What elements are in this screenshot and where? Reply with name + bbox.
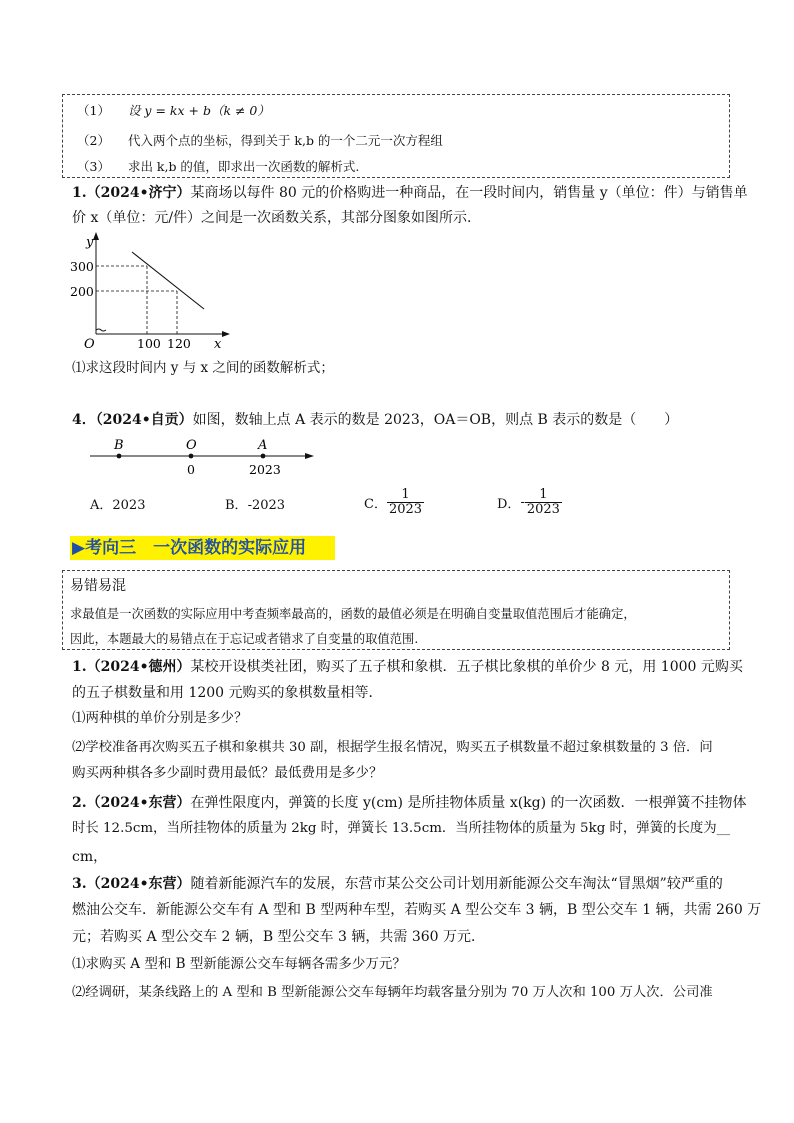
option-label: A．: [90, 498, 113, 513]
problem-label: 1.（2024•济宁）: [72, 185, 191, 201]
option-text: 2023: [112, 498, 146, 513]
x-tick-label: 100: [137, 336, 161, 351]
problem-dongying2-line3: cm，: [72, 849, 108, 865]
x-tick-label: 120: [167, 336, 191, 351]
number-line: [86, 434, 318, 480]
problem-dezhou-q2-line2: 购买两种棋各多少副时费用最低？最低费用是多少？: [72, 765, 383, 781]
point-label: A: [258, 438, 268, 453]
problem-dongying3-line2: 燃油公交车．新能源公交车有 A 型和 B 型两种车型，若购买 A 型公交车 3 辆，B 型公交车 1 辆，共需 260 万: [72, 902, 762, 918]
problem-label: 2.（2024•东营）: [72, 795, 191, 811]
fraction-denominator: 2023: [526, 502, 560, 518]
option-d[interactable]: [497, 488, 562, 518]
problem-text: 随着新能源汽车的发展，东营市某公交公司计划用新能源公交车淘汰“冒黑烟”较严重的: [190, 876, 723, 892]
problem-text: 如图，数轴上点 A 表示的数是 2023，OA＝OB，则点 B 表示的数是（ ）: [192, 412, 679, 428]
method-step-num: （2）: [77, 133, 110, 148]
problem-label: 4．（2024•自贡）: [72, 412, 193, 428]
y-axis-label: y: [86, 235, 94, 250]
fraction: [387, 488, 424, 518]
option-c[interactable]: [364, 488, 424, 518]
x-axis-label: x: [214, 337, 222, 352]
method-step-2: [77, 131, 443, 149]
fraction-numerator: 1: [401, 487, 410, 502]
option-a[interactable]: [90, 499, 145, 512]
problem-dezhou-q2-line1: ⑵学校准备再次购买五子棋和象棋共 30 副，根据学生报名情况，购买五子棋数量不超过象棋数量的 3 倍．问: [72, 740, 713, 755]
method-step-num: （1）: [77, 103, 110, 118]
option-b[interactable]: [225, 499, 285, 512]
problem-label: 3.（2024•东营）: [72, 876, 191, 892]
problem-dongying3-q2: ⑵经调研，某条线路上的 A 型和 B 型新能源公交车每辆年均载客量分别为 70 万人次和 100 万人次．公司准: [72, 985, 713, 1000]
y-tick-label: 200: [70, 284, 94, 299]
problem-label: 1.（2024•德州）: [72, 659, 191, 675]
option-label: B．: [225, 498, 248, 513]
error-box-title: 易错易混: [70, 578, 126, 594]
option-sign: -: [520, 495, 525, 511]
origin-label: O: [84, 337, 95, 352]
method-step-3: [77, 157, 359, 175]
section-heading: [70, 536, 335, 560]
point-value: 0: [187, 462, 195, 477]
problem-dongying2-line2: 时长 12.5cm，当所挂物体的质量为 2kg 时，弹簧长 13.5cm．当所挂物体的质量为 5kg 时，弹簧的长度为__: [72, 821, 731, 836]
problem-jining-line2: 价 x（单位：元/件）之间是一次函数关系，其部分图象如图所示.: [72, 210, 472, 226]
fraction: [525, 488, 562, 518]
fraction-numerator: 1: [539, 487, 548, 502]
option-text: -2023: [247, 498, 286, 513]
section-marker: ▶: [72, 538, 86, 558]
problem-text: 在弹性限度内，弹簧的长度 y(cm) 是所挂物体质量 x(kg) 的一次函数．一根弹簧不挂物体: [190, 795, 747, 811]
problem-dezhou-q1: ⑴两种棋的单价分别是多少？: [72, 710, 248, 726]
linear-graph: [66, 228, 236, 352]
method-box: [62, 94, 730, 178]
point-a: [261, 454, 266, 459]
option-label: C．: [364, 497, 387, 513]
problem-jining-line1: [72, 186, 748, 200]
error-box: [62, 570, 730, 650]
point-o: [189, 454, 194, 459]
point-label: O: [186, 438, 197, 453]
error-box-line2: 因此，本题最大的易错点在于忘记或者错求了自变量的取值范围.: [70, 632, 419, 646]
point-b: [117, 454, 122, 459]
problem-dezhou-line2: 的五子棋数量和用 1200 元购买的象棋数量相等．: [72, 685, 383, 701]
method-step-text: 设 y = kx + b（k ≠ 0）: [127, 103, 270, 118]
method-step-1: [77, 101, 270, 119]
problem-dezhou-line1: [72, 660, 743, 674]
y-tick-label: 300: [70, 259, 94, 274]
method-step-num: （3）: [77, 159, 110, 174]
problem-text: 某商场以每件 80 元的价格购进一种商品，在一段时间内，销售量 y（单位：件）与销售单: [190, 185, 748, 201]
problem-jining-question: ⑴求这段时间内 y 与 x 之间的函数解析式；: [72, 360, 334, 376]
problem-dongying2-line1: [72, 796, 747, 810]
problem-text: 某校开设棋类社团，购买了五子棋和象棋．五子棋比象棋的单价少 8 元，用 1000 元购买: [190, 659, 743, 675]
point-value: 2023: [249, 462, 281, 477]
error-box-line1: 求最值是一次函数的实际应用中考查频率最高的，函数的最值必须是在明确自变量取值范围后才能确定，: [70, 607, 636, 621]
problem-zigong-line: [72, 413, 678, 427]
method-step-text: 代入两个点的坐标，得到关于 k,b 的一个二元一次方程组: [127, 133, 443, 148]
point-label: B: [114, 438, 124, 453]
section-title: 考向三 一次函数的实际应用: [85, 538, 307, 558]
problem-dongying3-line1: [72, 877, 723, 891]
problem-dongying3-line3: 元；若购买 A 型公交车 2 辆，B 型公交车 3 辆，共需 360 万元．: [72, 929, 485, 945]
method-step-text: 求出 k,b 的值，即求出一次函数的解析式.: [127, 159, 360, 174]
fraction-denominator: 2023: [388, 502, 423, 518]
problem-dongying3-q1: ⑴求购买 A 型和 B 型新能源公交车每辆各需多少万元？: [72, 956, 406, 972]
option-label: D．: [497, 497, 521, 513]
